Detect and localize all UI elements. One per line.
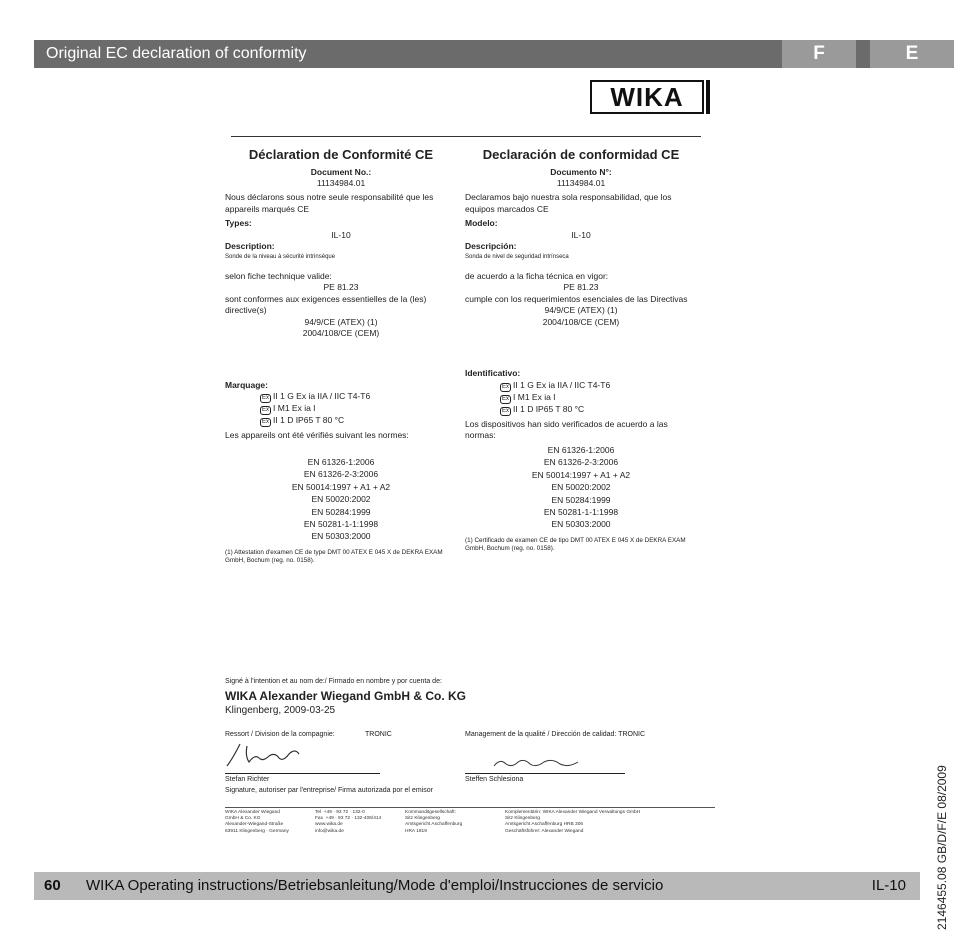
marking-2: Ex I M1 Ex ia I xyxy=(502,391,556,402)
norm: EN 61326-2-3:2006 xyxy=(543,457,619,468)
types-label: Modelo: xyxy=(465,218,498,229)
desc-value: Sonde de la niveau à sécurité intrinsèque xyxy=(225,253,336,260)
conform-text: sont conformes aux exigences essentielles de la (les) directive(s) xyxy=(225,293,427,316)
doc-label: Documento N°: xyxy=(550,166,612,177)
company-name: WIKA Alexander Wiegand GmbH & Co. KG xyxy=(225,689,467,703)
norm: EN 50281-1-1:1998 xyxy=(543,507,619,518)
place-date: Klingenberg, 2009-03-25 xyxy=(225,705,336,716)
declaration-document xyxy=(205,70,730,870)
directive-1: 94/9/CE (ATEX) (1) xyxy=(544,305,618,316)
signature-line xyxy=(465,773,625,774)
doc-number: 11134984.01 xyxy=(556,178,606,189)
desc-label: Description: xyxy=(225,241,275,252)
intro-text: Nous déclarons sous notre seule responsabilité que les appareils marqués CE xyxy=(225,192,434,214)
handwritten-signature-left xyxy=(225,740,375,770)
ex-icon: Ex xyxy=(262,407,270,414)
spanish-column xyxy=(465,146,697,554)
division-value: TRONIC xyxy=(365,731,392,738)
ex-icon: Ex xyxy=(262,395,270,402)
page-number: 60 xyxy=(44,877,61,894)
signed-on-behalf: Signé à l'intention et au nom de:/ Firmado en nombre y por cuenta de: xyxy=(225,678,442,685)
sheet-value: PE 81.23 xyxy=(323,282,359,293)
type-value: IL-10 xyxy=(571,229,591,240)
page-title: Original EC declaration of conformity xyxy=(46,45,307,62)
document-code: 2146455.08 GB/D/F/E 08/2009 xyxy=(935,765,949,930)
footer-divider xyxy=(225,807,715,808)
norm: EN 50020:2002 xyxy=(311,494,371,505)
norm: EN 61326-2-3:2006 xyxy=(303,469,379,480)
signature-block xyxy=(225,678,705,716)
sheet-value: PE 81.23 xyxy=(563,282,599,293)
marking-label: Identificativo: xyxy=(465,368,521,379)
division-label: Ressort / Division de la compagnie: xyxy=(225,731,335,738)
norm: EN 50020:2002 xyxy=(551,482,611,493)
norm: EN 50303:2000 xyxy=(551,519,611,530)
quality-label: Management de la qualité / Dirección de calidad: TRONIC xyxy=(465,731,646,738)
directive-1: 94/9/CE (ATEX) (1) xyxy=(304,316,378,327)
norm: EN 50014:1997 + A1 + A2 xyxy=(291,481,391,492)
ex-icon: Ex xyxy=(502,407,510,414)
marking-label: Marquage: xyxy=(225,379,268,390)
ex-icon: Ex xyxy=(262,419,270,426)
wika-logo: WIKA xyxy=(590,80,704,114)
header-bar xyxy=(34,40,920,68)
footer-partner: Komplementärin: WIKA Alexander Wiegand Verwaltungs GmbH Sitz Klingenberg Amtsgericht Aschaffenburg HRB 306 Geschäftsführer: Alexander Wiegand xyxy=(505,810,641,834)
marking-3: Ex II 1 D IP65 T 80 °C xyxy=(502,403,585,414)
model-label: IL-10 xyxy=(871,877,906,894)
divider xyxy=(231,136,701,137)
lang-tab-e: E xyxy=(870,40,954,68)
desc-value: Sonda de nivel de seguridad intrínseca xyxy=(465,253,569,260)
norm: EN 50303:2000 xyxy=(311,531,371,542)
footer-address: WIKA Alexander Wiegand GmbH & Co. KG Alexander-Wiegand-Straße 63911 Klingenberg · Germany xyxy=(225,810,289,834)
signer-right: Steffen Schlesiona xyxy=(465,776,524,783)
footnote: (1) Certificado de examen CE de tipo DMT 00 ATEX E 045 X de DEKRA EXAM GmbH, Bochum (reg. no. 0158). xyxy=(465,536,686,553)
marking-2: Ex I M1 Ex ia I xyxy=(262,403,316,414)
doc-label: Document No.: xyxy=(310,166,372,177)
marking-1: Ex II 1 G Ex ia IIA / IIC T4-T6 xyxy=(502,379,611,390)
intro-text: Declaramos bajo nuestra sola responsabilidad, que los equipos marcados CE xyxy=(465,192,672,214)
conform-text: cumple con los requerimientos esenciales de las Directivas xyxy=(465,293,688,304)
directive-2: 2004/108/CE (CEM) xyxy=(542,316,620,327)
signature-line xyxy=(225,773,380,774)
norm: EN 61326-1:2006 xyxy=(547,444,615,455)
norm: EN 50284:1999 xyxy=(551,494,611,505)
doc-number: 11134984.01 xyxy=(316,178,366,189)
spanish-title: Declaración de conformidad CE xyxy=(482,147,680,162)
french-title: Déclaration de Conformité CE xyxy=(248,147,434,162)
type-value: IL-10 xyxy=(331,229,351,240)
norm: EN 61326-1:2006 xyxy=(307,456,375,467)
ex-icon: Ex xyxy=(502,383,510,390)
marking-1: Ex II 1 G Ex ia IIA / IIC T4-T6 xyxy=(262,391,371,402)
footer-contact: Tel +49 · 93 72 · 132-0 Fax +49 · 93 72 · 132-406/414 www.wika.de info@wika.de xyxy=(315,810,382,834)
verified-text: Les appareils ont été vérifiés suivant les normes: xyxy=(225,430,409,441)
signer-left: Stefan Richter xyxy=(225,776,270,783)
marking-3: Ex II 1 D IP65 T 80 °C xyxy=(262,415,345,426)
lang-tab-f: F xyxy=(782,40,856,68)
ex-icon: Ex xyxy=(502,395,510,402)
norm: EN 50281-1-1:1998 xyxy=(303,519,379,530)
desc-label: Descripción: xyxy=(465,241,517,252)
norm: EN 50014:1997 + A1 + A2 xyxy=(531,469,631,480)
footer-bar xyxy=(34,872,920,900)
french-column xyxy=(225,146,457,566)
norm: EN 50284:1999 xyxy=(311,506,371,517)
footer-registry: Kommanditgesellschaft: Sitz Klingenberg Amtsgericht Aschaffenburg HRA 1819 xyxy=(405,810,463,834)
manual-title: WIKA Operating instructions/Betriebsanleitung/Mode d'emploi/Instrucciones de servicio xyxy=(86,877,664,894)
footnote: (1) Attestation d'examen CE de type DMT 00 ATEX E 045 X de DEKRA EXAM GmbH, Bochum (reg. no. 0158). xyxy=(225,548,443,565)
handwritten-signature-right xyxy=(490,756,590,770)
sheet-label: selon fiche technique valide: xyxy=(225,270,332,281)
directive-2: 2004/108/CE (CEM) xyxy=(302,328,380,339)
authorization-note: Signature, autoriser par l'entreprise/ Firma autorizada por el emisor xyxy=(225,787,433,794)
verified-text: Los dispositivos han sido verificados de acuerdo a las normas: xyxy=(465,418,668,441)
types-label: Types: xyxy=(225,218,252,229)
sheet-label: de acuerdo a la ficha técnica en vigor: xyxy=(465,270,609,281)
